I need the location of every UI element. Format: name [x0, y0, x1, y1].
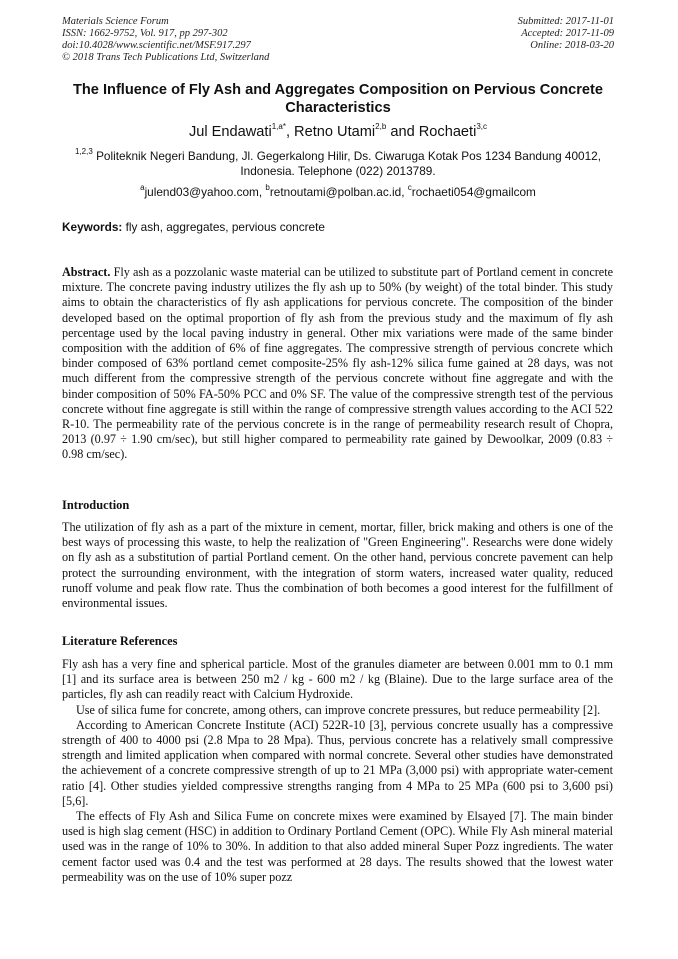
online-date: Online: 2018-03-20 [530, 40, 614, 51]
section-heading-literature: Literature References [62, 634, 178, 648]
author-superscript: 3,c [476, 122, 488, 132]
affiliation-superscript: 1,2,3 [74, 147, 93, 157]
journal-copyright: © 2018 Trans Tech Publications Ltd, Switzerland [62, 52, 270, 63]
abstract-text: Fly ash as a pozzolanic waste material can be utilized to substitute part of Portland cement in concrete mixture. The concrete paving industry utilizes the fly ash up to 50% (by weight) of the total binder. This study aims to obtain the characteristics of fly ash applications for pervious concrete. The composition of the binder developed based on the optimal proportion of fly ash from the previous study and the maximum of fly ash percentage used by the local paving industry in general. Other mix variations were made of the same binder composition with the addition of 6% of fine aggregates. The compressive strength of pervious concrete which binder composed of 63% portland cemet composite-25% fly ash-12% silica fume gained at 28 days, was not much different from the compressive strength of the pervious concrete without fine aggregate and with the binder composition of 50% FA-50% PCC and 0% SF. The value of the compressive strength test of the pervious concrete without fine aggregate is still within the range of compressive strength values according to the ACI 522 R-10. The permeability rate of the pervious concrete is in the range of permeability research result of Chopra, 2013 (0.97 ÷ 1.90 cm/sec), but still higher compared to permeability rate gained by Dewoolkar, 2009 (0.83 ÷ 0.98 cm/sec). [62, 265, 614, 462]
email-link[interactable]: rochaeti054@gmailcom [411, 185, 536, 199]
paper-title: The Influence of Fly Ash and Aggregates Composition on Pervious Concrete Characteristics [72, 82, 604, 116]
abstract-label: Abstract. [62, 265, 111, 279]
affiliation-text: Politeknik Negeri Bandung, Jl. Gegerkalong Hilir, Ds. Ciwaruga Kotak Pos 1234 Bandung 40012, Indonesia. Telephone (022) 2013789. [96, 149, 602, 178]
email-link[interactable]: retnoutami@polban.ac.id [269, 185, 402, 199]
author-name: Rochaeti [418, 124, 477, 140]
author-superscript: 2,b [375, 122, 387, 132]
email-link[interactable]: julend03@yahoo.com [144, 185, 259, 199]
keywords [62, 220, 614, 235]
submission-dates [518, 16, 614, 52]
journal-info [62, 16, 269, 64]
affiliation [62, 149, 614, 179]
journal-issn: ISSN: 1662-9752, Vol. 917, pp 297-302 [62, 28, 228, 39]
author-name: Retno Utami [294, 124, 376, 140]
email-superscript: b [265, 183, 270, 193]
email-list: $^a$julend03@yahoo.com, $^b$retnoutami@polban.ac.id, $^c$rochaeti054@gmailcom [140, 183, 536, 199]
author-separator: , [285, 124, 295, 140]
author-separator: and [386, 124, 419, 140]
paragraph: Fly ash has a very fine and spherical particle. Most of the granules diameter are between 0.001 mm to 0.1 mm [1] and its surface area is between 250 m2 / kg - 600 m2 / kg (Blaine). Due to the large surface area of the particles, fly ash can readily react with Calcium Hydroxide. [62, 657, 613, 702]
email-superscript: a [140, 183, 145, 193]
introduction-body [62, 520, 613, 611]
abstract [62, 265, 613, 463]
author-superscript: 1,a* [271, 122, 286, 132]
paragraph: According to American Concrete Institute (ACI) 522R-10 [3], pervious concrete usually has a compressive strength of 400 to 4000 psi (2.8 Mpa to 28 Mpa). Thus, pervious concrete has a relatively small compressive strength and limited application when compared with normal concrete. Several other studies have demonstrated the achievement of a concrete compressive strength of up to 21 MPa (3,000 psi) with appropriate water-cement ratio [4]. Other studies yielded compressive strengths ranging from 4 MPa to 25 MPa (600 psi to 3,600 psi) [5,6]. [62, 717, 613, 808]
journal-doi[interactable]: doi:10.4028/www.scientific.net/MSF.917.297 [62, 40, 251, 51]
accepted-date: Accepted: 2017-11-09 [521, 28, 614, 39]
literature-body [62, 657, 613, 885]
keywords-label: Keywords: [62, 220, 123, 234]
keywords-text: fly ash, aggregates, pervious concrete [125, 220, 325, 234]
paragraph: The utilization of fly ash as a part of the mixture in cement, mortar, filler, brick making and others is one of the best ways of processing this waste, to help the realization of "Green Engineering". Researchs were done widely on fly ash as a substitution of partial Portland cement. On the other hand, pervious concrete pavement can help protect the surrounding environment, with the integration of storm waters, increased water quality, reduced runoff volume and peak flow rate. Thus the combination of both becomes a good interest for the fulfillment of environmental issues. [62, 520, 613, 611]
author-name: Jul Endawati [188, 124, 272, 140]
paragraph: Use of silica fume for concrete, among others, can improve concrete pressures, but reduce permeability [2]. [76, 702, 601, 717]
section-heading-introduction: Introduction [62, 498, 130, 512]
author-list [62, 123, 614, 141]
journal-name: Materials Science Forum [62, 16, 169, 27]
submitted-date: Submitted: 2017-11-01 [517, 16, 614, 27]
paragraph: The effects of Fly Ash and Silica Fume on concrete mixes were examined by Elsayed [7]. The main binder used is high slag cement (HSC) in addition to Ordinary Portland Cement (OPC). While Fly Ash mineral material used was in the range of 10% to 30%. In addition to that also added mineral Super Pozz ingredients. The water cement factor used was 0.4 and the test was performed at 28 days. The results showed that the lowest water permeability was on the use of 10% super pozz [62, 809, 613, 884]
email-superscript: c [407, 183, 412, 193]
